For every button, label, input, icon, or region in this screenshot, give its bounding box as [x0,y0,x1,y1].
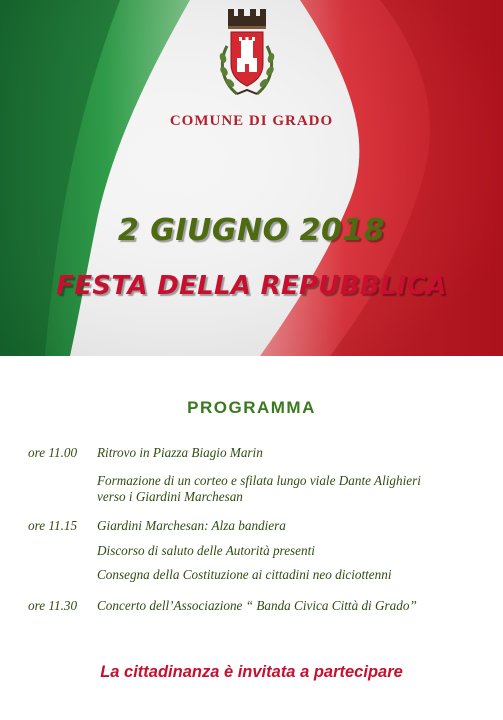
program-item: Concerto dell’Associazione “ Banda Civica Città di Grado” [97,598,417,613]
program-item: Formazione di un corteo e sfilata lungo viale Dante Alighieri [97,473,421,488]
flag-banner [0,0,503,356]
invitation-text: La cittadinanza è invitata a partecipare [100,663,403,681]
comune-name: COMUNE DI GRADO [169,113,334,129]
event-date: 2 GIUGNO 2018 [117,213,386,248]
program-item: Giardini Marchesan: Alza bandiera [97,518,286,533]
program-time: ore 11.15 [28,518,78,533]
program-heading: PROGRAMMA [187,398,316,417]
program-item: Discorso di saluto delle Autorità presenti [97,543,315,558]
program-time: ore 11.00 [28,445,78,460]
event-title: FESTA DELLA REPUBBLICA [56,271,447,301]
coat-of-arms-icon [207,6,287,106]
program-item: verso i Giardini Marchesan [97,489,243,504]
program-item: Consegna della Costituzione ai cittadini neo diciottenni [97,567,392,582]
program-item: Ritrovo in Piazza Biagio Marin [97,445,263,460]
program-time: ore 11.30 [28,598,78,613]
